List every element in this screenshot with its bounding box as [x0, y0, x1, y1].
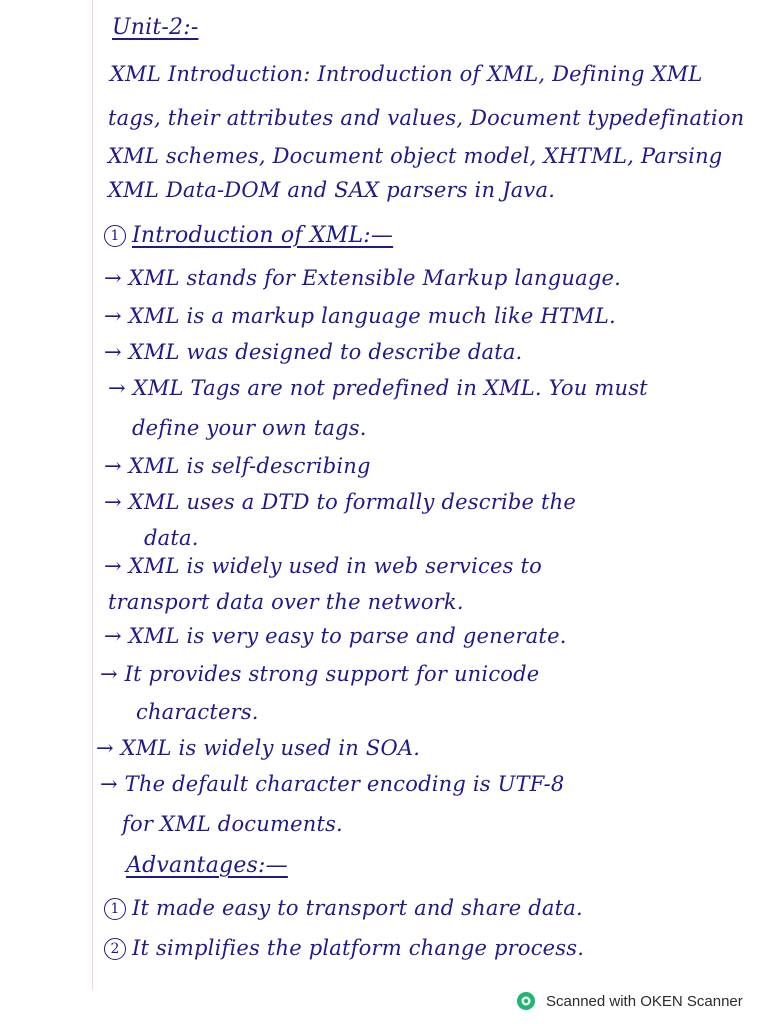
section-heading [104, 222, 393, 250]
scanner-logo-icon [516, 991, 536, 1011]
section-number: 1 [104, 225, 126, 247]
syllabus-line: XML schemes, Document object model, XHTML, Parsing [108, 144, 723, 168]
scanner-watermark [516, 989, 743, 1013]
syllabus-line: tags, their attributes and values, Document typedefination [108, 106, 745, 130]
advantage-number: 1 [104, 898, 126, 920]
scanner-watermark-label: Scanned with OKEN Scanner [546, 992, 743, 1010]
note-point: → XML is a markup language much like HTML. [104, 304, 616, 328]
note-point: → XML was designed to describe data. [104, 340, 523, 364]
note-point: → XML is widely used in SOA. [96, 736, 421, 760]
note-point: → XML Tags are not predefined in XML. You must [108, 376, 648, 400]
page-margin-line [92, 0, 93, 990]
advantage-item [104, 894, 583, 922]
unit-heading: Unit-2:- [112, 15, 199, 40]
note-point-continuation: transport data over the network. [108, 590, 464, 614]
note-point: → The default character encoding is UTF-8 [100, 772, 565, 796]
advantage-number: 2 [104, 938, 126, 960]
note-point: → XML uses a DTD to formally describe the [104, 490, 576, 514]
note-point: → It provides strong support for unicode [100, 662, 540, 686]
advantages-heading: Advantages:— [126, 853, 288, 878]
note-point-continuation: define your own tags. [132, 416, 367, 440]
note-point-continuation: for XML documents. [122, 812, 343, 836]
note-point-continuation: characters. [136, 700, 259, 724]
note-point: → XML is widely used in web services to [104, 554, 542, 578]
note-point: → XML stands for Extensible Markup language. [104, 266, 621, 290]
advantage-text: It simplifies the platform change process. [132, 936, 585, 960]
advantage-item [104, 934, 584, 962]
note-point: → XML is very easy to parse and generate. [104, 624, 567, 648]
note-point: → XML is self-describing [104, 454, 371, 478]
advantage-text: It made easy to transport and share data. [132, 896, 583, 920]
note-point-continuation: data. [144, 526, 199, 550]
section-title: Introduction of XML:— [132, 223, 394, 248]
syllabus-line: XML Data-DOM and SAX parsers in Java. [108, 178, 556, 202]
syllabus-line: XML Introduction: Introduction of XML, Defining XML [110, 62, 703, 86]
